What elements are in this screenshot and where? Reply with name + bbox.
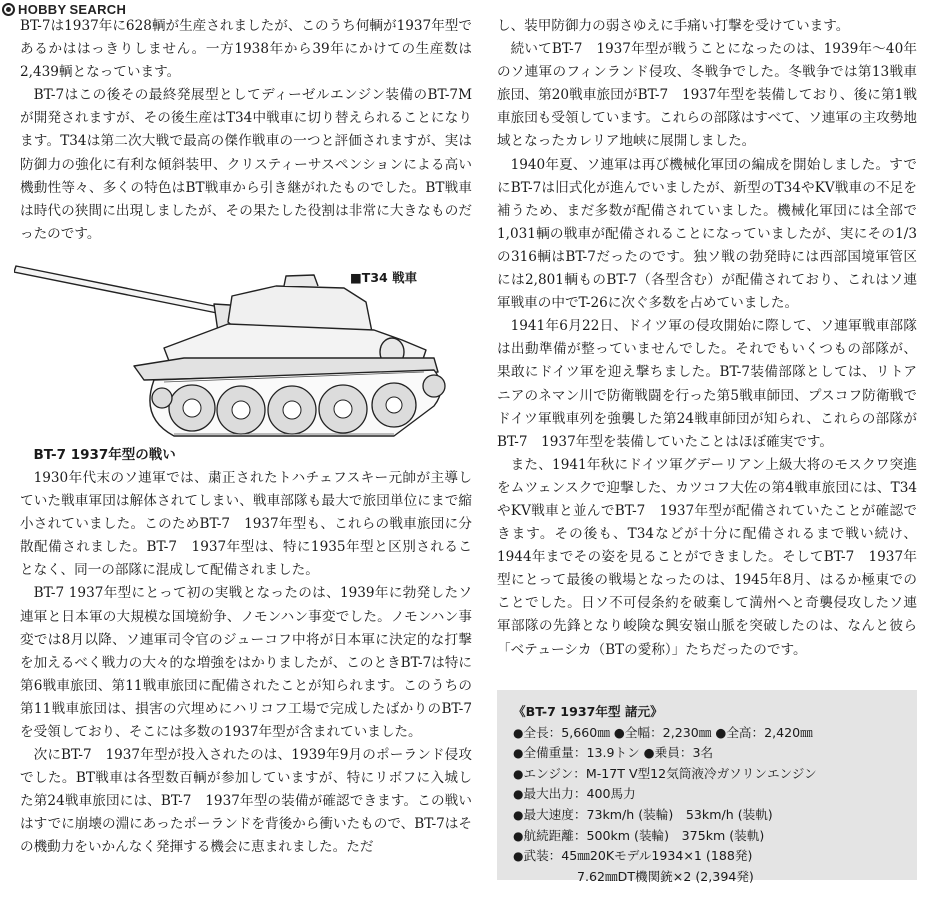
spec-row: ●最大出力：400馬力: [513, 786, 636, 802]
left-paragraph-1: BT-7は1937年に628輌が生産されましたが、このうち何輌が1937年型であるかははっきりしません。一方1938年から39年にかけての生産数は2,439輌となっています。: [20, 18, 472, 81]
section-heading: BT-7 1937年型の戦い: [33, 446, 176, 463]
left-paragraph-4: BT-7 1937年型にとって初の実戦となったのは、1939年に勃発したソ連軍と日本軍の大規模な国境紛争、ノモンハン事変でした。ノモンハン事変では8月以降、ソ連軍司令官のジューコフ中将が日本軍に決定的な打撃を加えるべく戦力の大々的な増強をはかりましたが、このときBT-7は特に第6戦車旅団、第11戦車旅団に配備されたことが知られます。このうちの第11戦車旅団は、損害の穴埋めにハリコフ工場で完成したばかりのBT-7を受領しており、そこには多数の1937年型が含まれていました。: [20, 585, 472, 740]
right-paragraph-2: 続いてBT-7 1937年型が戦うことになったのは、1939年～40年のソ連軍のフィンランド侵攻、冬戦争でした。冬戦争では第13戦車旅団、第20戦車旅団がBT-7 1937年型を装備しており、後に第1戦車旅団も受領しています。これらの部隊はすべて、ソ連軍の主攻勢地域となったカレリア地峡に展開しました。: [497, 41, 917, 150]
spec-row: ●エンジン：M-17T V型12気筒液冷ガソリンエンジン: [513, 765, 817, 781]
spec-title: 《BT-7 1937年型 諸元》: [513, 704, 663, 719]
left-column: [20, 15, 472, 860]
spec-row-weapon-2: 7.62㎜DT機関銃×2 (2,394発): [577, 868, 754, 884]
logo-circle-icon: [2, 3, 15, 16]
tank-caption: ■T34 戦車: [350, 269, 418, 285]
right-paragraph-3: 1940年夏、ソ連軍は再び機械化軍団の編成を開始しました。すでにBT-7は旧式化が進んでいましたが、新型のT34やKV戦車の不足を補うため、まだ多数が配備されていました。機械化軍団には全部で1,031輌の戦車が配備されることになっていましたが、実にその1/3の316輌はBT-7だったのです。独ソ戦の勃発時には西部国境軍管区には2,801輌ものBT-7（各型含む）が配備されており、これはソ連軍戦車の中でT-26に次ぐ多数を占めていました。: [497, 156, 917, 312]
logo-text-search: SEARCH: [69, 1, 127, 17]
right-paragraph-4: 1941年6月22日、ドイツ軍の侵攻開始に際して、ソ連軍戦車部隊は出動準備が整っていませんでした。それでもいくつもの部隊が、果敢にドイツ軍を迎え撃ちました。BT-7装備部隊としては、リトアニアのネマン川で防衛戦闘を行った第5戦車師団、プスコフ防衛戦でドイツ軍戦車列を強襲した第24戦車師団が知られ、これらの部隊がBT-7 1937年型を装備していたことはほぼ確実です。: [497, 318, 917, 450]
left-paragraph-2: BT-7はこの後その最終発展型としてディーゼルエンジン装備のBT-7Mが開発されますが、その後生産はT34中戦車に切り替えられることになります。T34は第二次大戦で最高の傑作戦車の一つと評価されますが、実は防御力の強化に有利な傾斜装甲、クリスティーサスペンションによる高い機動性等々、多くの特色はBT戦車から引き継がれたものでした。BT戦車は時代の狭間に出現しましたが、その果たした役割は非常に大きなものだったのです。: [20, 87, 472, 242]
left-paragraph-5: 次にBT-7 1937年型が投入されたのは、1939年9月のポーランド侵攻でした。BT戦車は各型数百輌が参加していますが、特にリボフに入城した第24戦車旅団には、BT-7 1937年型の装備が確認できます。この戦いはすでに崩壊の淵にあったポーランドを背後から衝いたもので、BT-7はその機動力をいかんなく発揮する機会に恵まれました。ただ: [20, 747, 472, 856]
tank-illustration: [20, 248, 472, 444]
spec-row: ●全長：5,660㎜ ●全幅：2,230㎜ ●全高：2,420㎜: [513, 724, 813, 740]
left-paragraph-3: 1930年代末のソ連軍では、粛正されたトハチェフスキー元帥が主導していた戦車軍団は解体されてしまい、戦車部隊も最大で旅団単位にまで縮小されていました。このためBT-7 1937年型も、これらの戦車旅団に分散配備されました。BT-7 1937年型は、特に1935年型と区別されることなく、同一の部隊に混成して配備されました。: [20, 469, 472, 579]
spec-box: [497, 690, 917, 884]
spec-row: ●最大速度：73km/h (装輪) 53km/h (装軌): [513, 806, 773, 822]
spec-row: ●武装：45㎜20Kモデル1934×1 (188発): [513, 848, 753, 864]
right-paragraph-5: また、1941年秋にドイツ軍グデーリアン上級大将のモスクワ突進をムツェンスクで迎撃した、カツコフ大佐の第4戦車旅団には、T34やKV戦車と並んでBT-7 1937年型が配備されていたことが確認できます。その後も、T34などが十分に配備されるまで戦い続け、1944年までその姿を見ることができました。そしてBT-7 1937年型にとって最後の戦場となったのは、1945年8月、はるか極東でのことでした。日ソ不可侵条約を破棄して満州へと奇襲侵攻したソ連軍部隊の先鋒となり峻険な興安嶺山脈を突破したのは、なんと彼ら「ベテューシカ（BTの愛称）」たちだったのです。: [497, 456, 917, 658]
spec-row: ●航続距離：500km (装輪) 375km (装軌): [513, 827, 765, 843]
right-paragraph-1: し、装甲防御力の弱さゆえに手痛い打撃を受けています。: [497, 18, 850, 34]
right-column: [497, 15, 917, 662]
spec-row: ●全備重量：13.9トン ●乗員：3名: [513, 745, 714, 761]
logo-text-hobby: HOBBY: [18, 1, 67, 17]
